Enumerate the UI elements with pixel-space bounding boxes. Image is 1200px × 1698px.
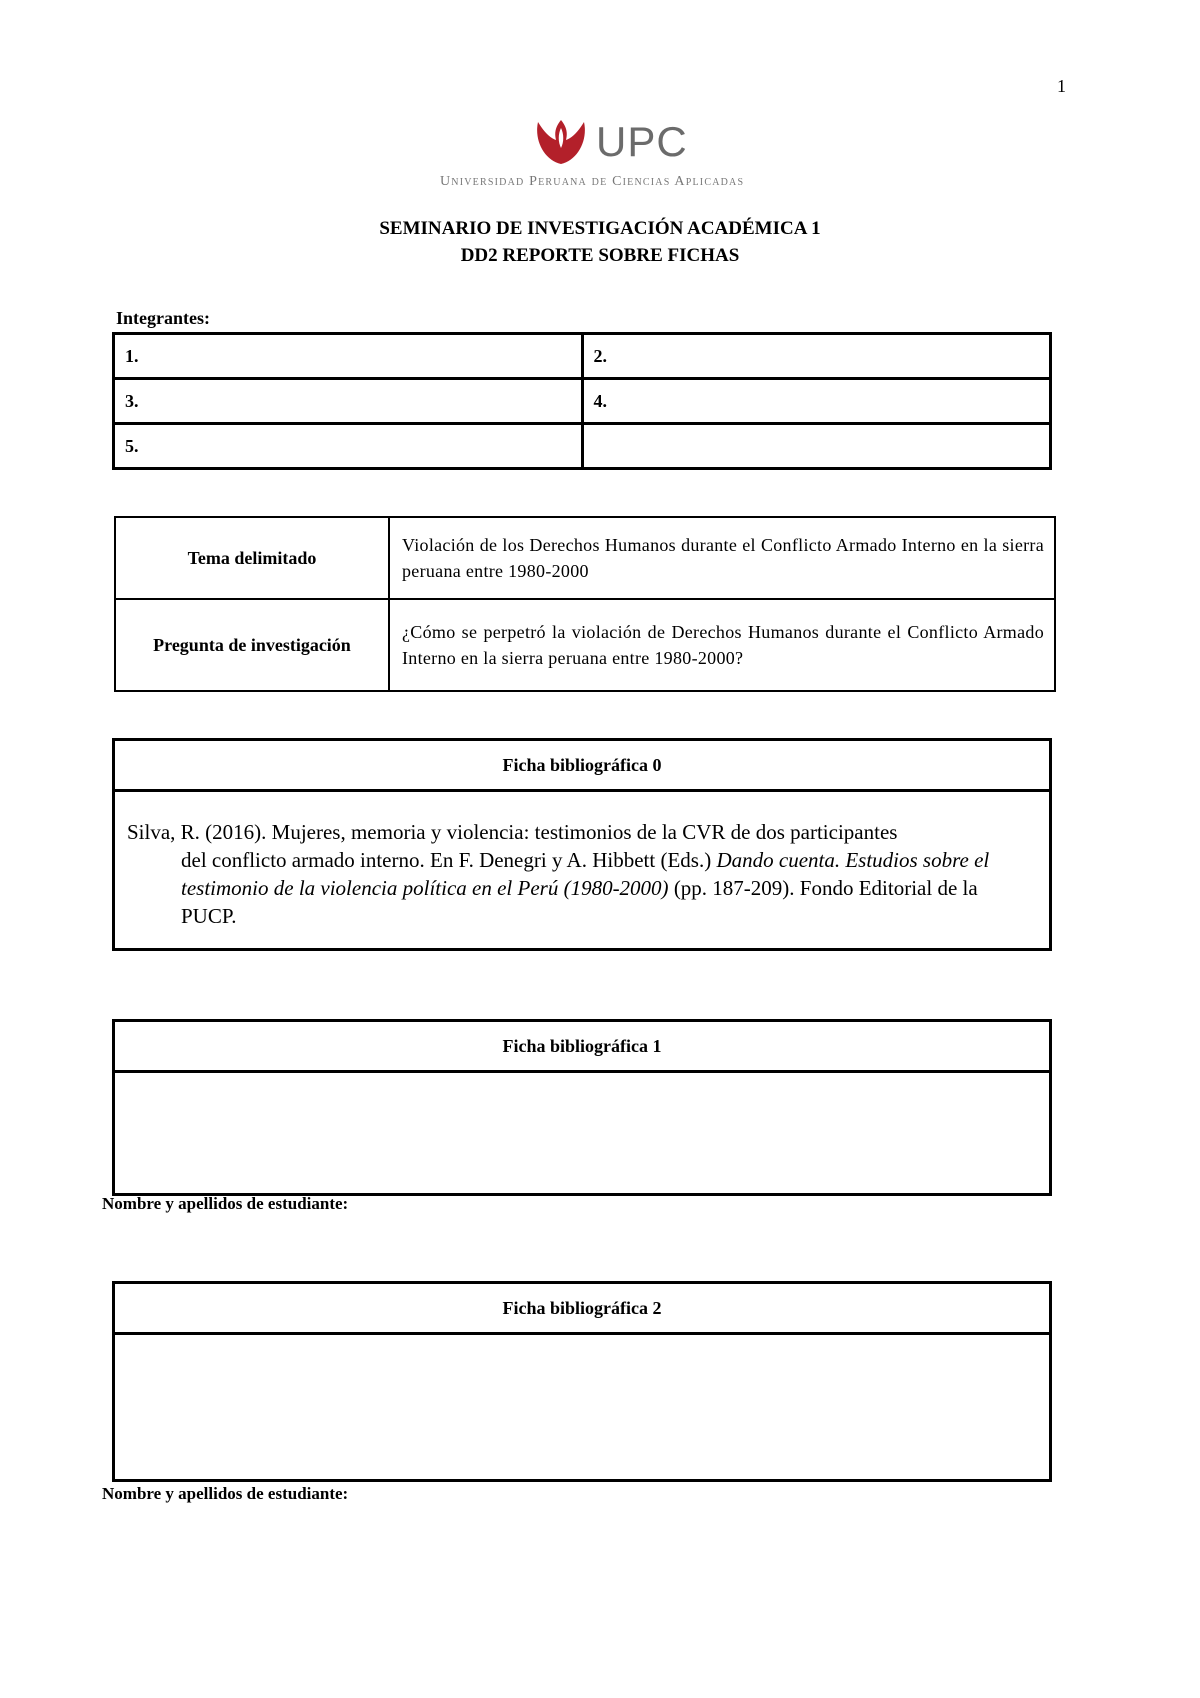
integrante-cell[interactable]: 3.: [114, 379, 583, 424]
page-number: 1: [1057, 76, 1066, 96]
ficha-2-body[interactable]: [114, 1334, 1051, 1481]
document-title: SEMINARIO DE INVESTIGACIÓN ACADÉMICA 1: [379, 218, 821, 239]
ficha-0-citation: [114, 791, 1051, 950]
ficha-1-student-label: Nombre y apellidos de estudiante:: [102, 1194, 349, 1213]
ficha-1-body[interactable]: [114, 1072, 1051, 1195]
integrante-cell[interactable]: 5.: [114, 424, 583, 469]
tema-table: [114, 516, 1056, 692]
citation-line-1: Silva, R. (2016). Mujeres, memoria y violencia: testimonios de la CVR de dos participantes: [127, 820, 898, 844]
ficha-1-title: Ficha bibliográfica 1: [114, 1021, 1051, 1072]
tema-label: Tema delimitado: [115, 517, 389, 599]
integrante-cell[interactable]: 1.: [114, 334, 583, 379]
ficha-0-title: Ficha bibliográfica 0: [114, 740, 1051, 791]
integrantes-table: [112, 332, 1052, 470]
upc-emblem-icon: [532, 118, 590, 168]
logo-text: UPC: [596, 118, 688, 165]
tema-value: Violación de los Derechos Humanos durante el Conflicto Armado Interno en la sierra peruana entre 1980-2000: [389, 517, 1055, 599]
citation-book-title: Dando cuenta. Estudios sobre el testimonio de la violencia política en el Perú (1980-2000): [181, 848, 990, 900]
citation-publisher: (pp. 187-209). Fondo Editorial de la PUCP.: [181, 876, 978, 928]
integrante-cell[interactable]: 2.: [582, 334, 1051, 379]
integrante-cell[interactable]: [582, 424, 1051, 469]
pregunta-value: ¿Cómo se perpetró la violación de Derechos Humanos durante el Conflicto Armado Interno en la sierra peruana entre 1980-2000?: [389, 599, 1055, 691]
pregunta-label: Pregunta de investigación: [115, 599, 389, 691]
ficha-2-student-label: Nombre y apellidos de estudiante:: [102, 1484, 349, 1503]
integrante-cell[interactable]: 4.: [582, 379, 1051, 424]
ficha-2-table: [112, 1281, 1052, 1482]
logo-subtitle: Universidad Peruana de Ciencias Aplicadas: [440, 174, 745, 189]
ficha-0-table: [112, 738, 1052, 951]
upc-logo: [440, 118, 852, 194]
integrantes-label: Integrantes:: [116, 308, 210, 328]
citation-line-2: del conflicto armado interno. En F. Denegri y A. Hibbett (Eds.): [181, 848, 717, 872]
citation-continued: [127, 846, 1035, 930]
ficha-1-table: [112, 1019, 1052, 1196]
document-subtitle: DD2 REPORTE SOBRE FICHAS: [460, 245, 740, 266]
ficha-2-title: Ficha bibliográfica 2: [114, 1283, 1051, 1334]
